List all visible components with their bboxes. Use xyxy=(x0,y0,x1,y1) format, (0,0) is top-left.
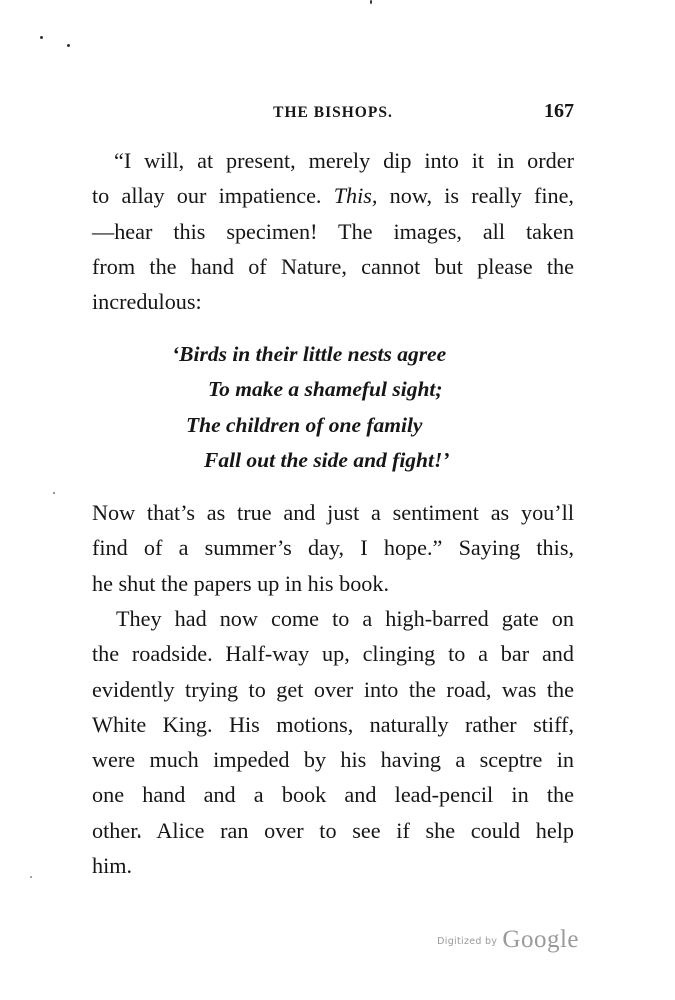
paragraph-3 xyxy=(92,601,574,883)
text-line: other. Alice ran over to see if she could help xyxy=(92,817,574,843)
text-line: him. xyxy=(92,853,133,879)
emphasis: This, xyxy=(333,183,378,209)
text-line: “I will, at present, merely dip into it in order xyxy=(114,148,574,173)
text-line: White King. His motions, naturally rather stiff, xyxy=(92,711,574,737)
text-line: Now that’s as true and just a sentiment as you’ll xyxy=(92,500,574,525)
scan-speck xyxy=(40,36,43,39)
poem-verse xyxy=(172,337,450,478)
text-line: one hand and a book and lead-pencil in the xyxy=(92,782,574,808)
verse-line: Fall out the side and fight!’ xyxy=(204,447,450,472)
text-line: incredulous: xyxy=(92,289,202,315)
text-line: They had now come to a high-barred gate on xyxy=(116,606,574,631)
text-line: evidently trying to get over into the road, was the xyxy=(92,676,574,702)
text-line: to allay our impatience. This, now, is really fine, xyxy=(92,183,574,209)
text-line: the roadside. Half-way up, clinging to a bar and xyxy=(92,641,574,667)
text-line: —hear this specimen! The images, all taken xyxy=(92,218,574,244)
text-line: from the hand of Nature, cannot but please the xyxy=(92,253,574,279)
text-line: were much impeded by his having a sceptre in xyxy=(92,747,574,773)
scan-speck xyxy=(53,492,55,494)
text-line: he shut the papers up in his book. xyxy=(92,570,390,596)
paragraph-2 xyxy=(92,495,574,601)
page-header xyxy=(92,100,574,130)
verse-line: The children of one family xyxy=(186,412,423,437)
paragraph-1 xyxy=(92,143,574,319)
digitized-watermark xyxy=(437,926,579,954)
scan-speck xyxy=(30,876,32,878)
scan-speck xyxy=(370,0,372,4)
watermark-prefix: Digitized by xyxy=(437,936,498,947)
watermark-brand: Google xyxy=(502,926,579,953)
verse-line: To make a shameful sight; xyxy=(208,377,443,402)
scan-speck xyxy=(67,44,70,47)
page-number: 167 xyxy=(544,100,574,122)
verse-line: ‘Birds in their little nests agree xyxy=(172,342,447,366)
text-line: find of a summer’s day, I hope.” Saying this, xyxy=(92,535,574,561)
running-head: THE BISHOPS. xyxy=(273,104,393,121)
